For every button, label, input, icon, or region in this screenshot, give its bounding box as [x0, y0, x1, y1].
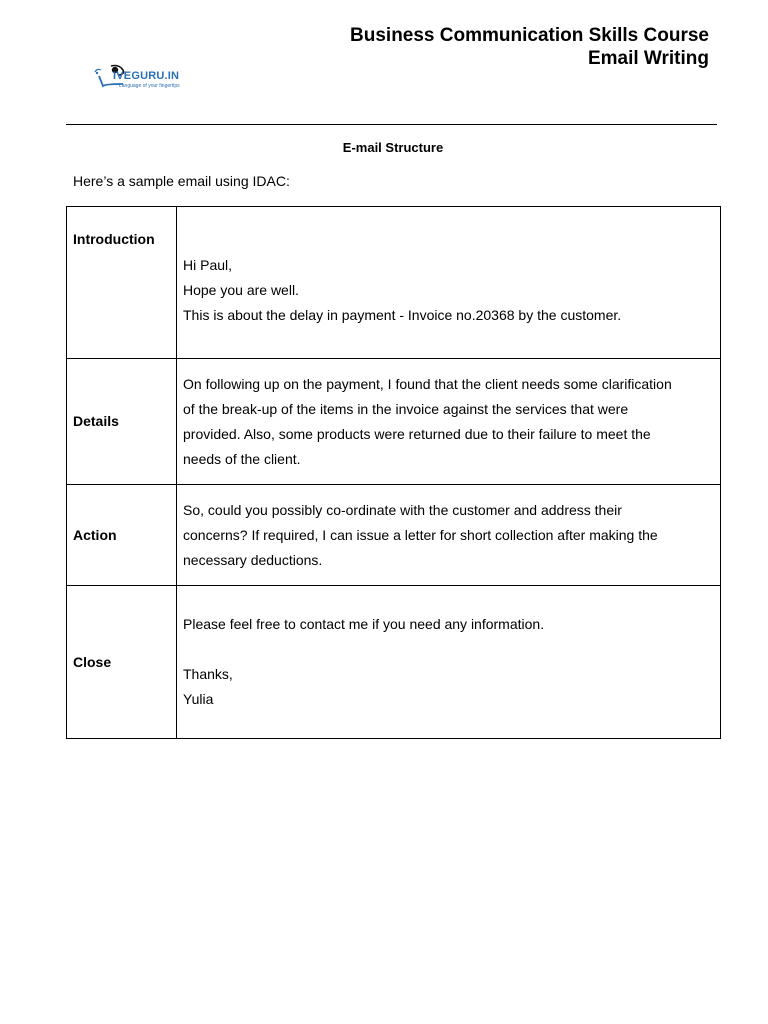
logo-tagline: Language of your fingertips	[119, 83, 180, 89]
content-line: of the break-up of the items in the invoice against the services that were	[183, 400, 629, 417]
content-line: necessary deductions.	[183, 551, 323, 568]
row-content-action	[177, 485, 721, 586]
document-title	[350, 24, 709, 70]
content-line: Hi Paul,	[183, 257, 233, 273]
course-title: Business Communication Skills Course	[350, 25, 709, 46]
row-content-close	[177, 586, 721, 739]
content-line: Please feel free to contact me if you need any information.	[183, 616, 545, 632]
idac-table	[66, 206, 721, 739]
row-label-close: Close	[67, 586, 177, 739]
row-content-introduction	[177, 207, 721, 359]
content-line: needs of the client.	[183, 450, 301, 467]
liveguru-logo	[93, 62, 233, 94]
intro-text: Here’s a sample email using IDAC:	[73, 173, 290, 189]
table-row-action	[67, 485, 721, 586]
table-row-introduction	[67, 207, 721, 359]
blank-line	[183, 637, 714, 662]
content-line: concerns? If required, I can issue a letter for short collection after making the	[183, 526, 658, 543]
row-content-details	[177, 359, 721, 485]
content-line: provided. Also, some products were returned due to their failure to meet the	[183, 425, 651, 442]
header-divider	[66, 124, 717, 125]
table-row-close	[67, 586, 721, 739]
logo-wordmark: IVEGURU.IN	[113, 70, 180, 82]
table-row-details	[67, 359, 721, 485]
content-line: Hope you are well.	[183, 282, 299, 298]
row-label-details: Details	[67, 359, 177, 485]
module-title: Email Writing	[587, 48, 709, 69]
content-line: Yulia	[183, 691, 214, 707]
section-heading: E-mail Structure	[342, 140, 444, 155]
content-line: So, could you possibly co-ordinate with the customer and address their	[183, 501, 622, 518]
row-label-action: Action	[67, 485, 177, 586]
row-label-introduction: Introduction	[67, 207, 177, 359]
content-line: On following up on the payment, I found that the client needs some clarification	[183, 375, 672, 392]
content-line: This is about the delay in payment - Invoice no.20368 by the customer.	[183, 307, 622, 323]
content-line: Thanks,	[183, 666, 233, 682]
